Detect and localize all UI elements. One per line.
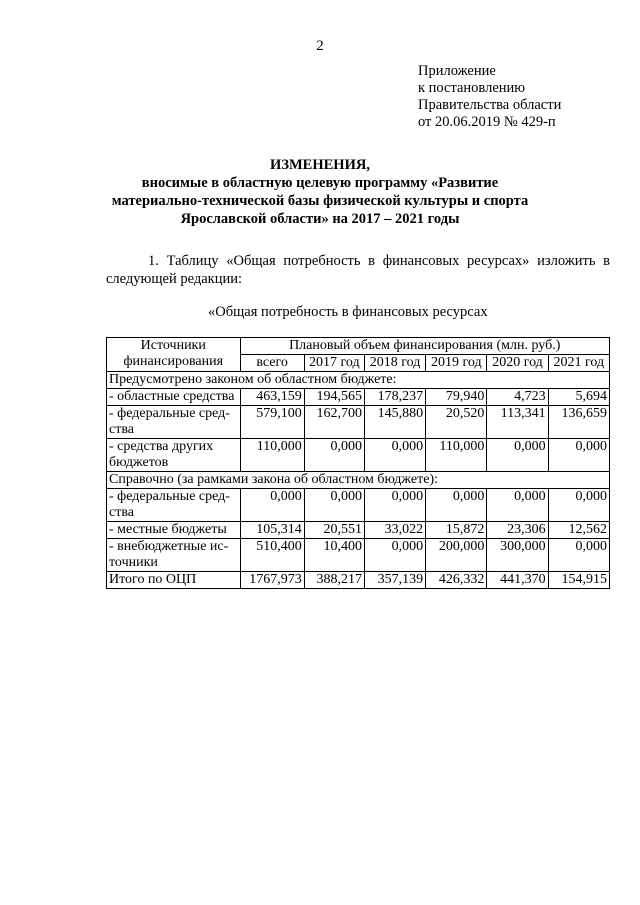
cell: 0,000 xyxy=(426,489,487,522)
header-source: Источники финансирования xyxy=(107,338,241,372)
header-plan: Плановый объем финансирования (млн. руб.) xyxy=(240,338,610,355)
title-line: ИЗМЕНЕНИЯ, xyxy=(270,157,370,173)
cell: 388,217 xyxy=(304,572,364,589)
cell: 79,940 xyxy=(426,389,487,406)
cell: 10,400 xyxy=(304,539,364,572)
cell: 426,332 xyxy=(426,572,487,589)
appendix-line: Приложение xyxy=(418,63,496,79)
cell: 441,370 xyxy=(487,572,548,589)
appendix-line: Правительства области xyxy=(418,97,562,113)
cell: 0,000 xyxy=(364,489,425,522)
section-row xyxy=(107,372,610,389)
finance-table xyxy=(106,337,610,589)
cell: 357,139 xyxy=(364,572,425,589)
cell: 33,022 xyxy=(364,522,425,539)
row-label: - областные средства xyxy=(107,389,241,406)
cell: 162,700 xyxy=(304,406,364,439)
cell: 0,000 xyxy=(548,539,609,572)
cell: 194,565 xyxy=(304,389,364,406)
cell: 15,872 xyxy=(426,522,487,539)
table-header-row xyxy=(107,338,610,355)
cell: 200,000 xyxy=(426,539,487,572)
cell: 113,341 xyxy=(487,406,548,439)
finance-table-wrapper xyxy=(106,337,610,589)
cell: 0,000 xyxy=(364,539,425,572)
header-col: 2017 год xyxy=(304,355,364,372)
title-line: Ярославской области» на 2017 – 2021 годы xyxy=(180,211,460,227)
cell: 145,880 xyxy=(364,406,425,439)
section-row xyxy=(107,472,610,489)
table-row xyxy=(107,489,610,522)
header-col: 2020 год xyxy=(487,355,548,372)
cell: 510,400 xyxy=(240,539,304,572)
cell: 5,694 xyxy=(548,389,609,406)
table-row xyxy=(107,406,610,439)
cell: 0,000 xyxy=(548,439,609,472)
row-label: - местные бюджеты xyxy=(107,522,241,539)
section-label: Справочно (за рамками закона об областном бюджете): xyxy=(107,472,610,489)
cell: 136,659 xyxy=(548,406,609,439)
cell: 300,000 xyxy=(487,539,548,572)
row-label: - федеральные средства xyxy=(107,406,241,439)
total-row xyxy=(107,572,610,589)
cell: 154,915 xyxy=(548,572,609,589)
row-label: Итого по ОЦП xyxy=(107,572,241,589)
title-line: вносимые в областную целевую программу «Развитие xyxy=(141,175,499,191)
cell: 12,562 xyxy=(548,522,609,539)
cell: 1767,973 xyxy=(240,572,304,589)
cell: 105,314 xyxy=(240,522,304,539)
header-col: 2019 год xyxy=(426,355,487,372)
row-label: - федеральные средства xyxy=(107,489,241,522)
row-label: - внебюджетные источники xyxy=(107,539,241,572)
table-row xyxy=(107,439,610,472)
cell: 20,520 xyxy=(426,406,487,439)
table-caption: «Общая потребность в финансовых ресурсах xyxy=(208,304,488,320)
header-col: всего xyxy=(240,355,304,372)
cell: 0,000 xyxy=(548,489,609,522)
cell: 0,000 xyxy=(304,489,364,522)
cell: 178,237 xyxy=(364,389,425,406)
cell: 0,000 xyxy=(364,439,425,472)
cell: 579,100 xyxy=(240,406,304,439)
header-col: 2018 год xyxy=(364,355,425,372)
document-title xyxy=(60,156,580,228)
header-col: 2021 год xyxy=(548,355,609,372)
body-paragraph: 1. Таблицу «Общая потребность в финансовых ресурсах» изложить в следующей редакции: xyxy=(106,253,610,287)
cell: 4,723 xyxy=(487,389,548,406)
cell: 0,000 xyxy=(304,439,364,472)
section-label: Предусмотрено законом об областном бюджете: xyxy=(107,372,610,389)
table-row xyxy=(107,522,610,539)
page-number: 2 xyxy=(316,38,324,54)
appendix-line: к постановлению xyxy=(418,80,526,96)
cell: 463,159 xyxy=(240,389,304,406)
appendix-line: от 20.06.2019 № 429-п xyxy=(418,114,556,130)
table-row xyxy=(107,539,610,572)
cell: 0,000 xyxy=(240,489,304,522)
appendix-block xyxy=(418,63,561,131)
cell: 110,000 xyxy=(426,439,487,472)
table-row xyxy=(107,389,610,406)
title-line: материально-технической базы физической культуры и спорта xyxy=(111,193,529,209)
cell: 110,000 xyxy=(240,439,304,472)
cell: 0,000 xyxy=(487,439,548,472)
row-label: - средства других бюджетов xyxy=(107,439,241,472)
cell: 23,306 xyxy=(487,522,548,539)
cell: 20,551 xyxy=(304,522,364,539)
cell: 0,000 xyxy=(487,489,548,522)
